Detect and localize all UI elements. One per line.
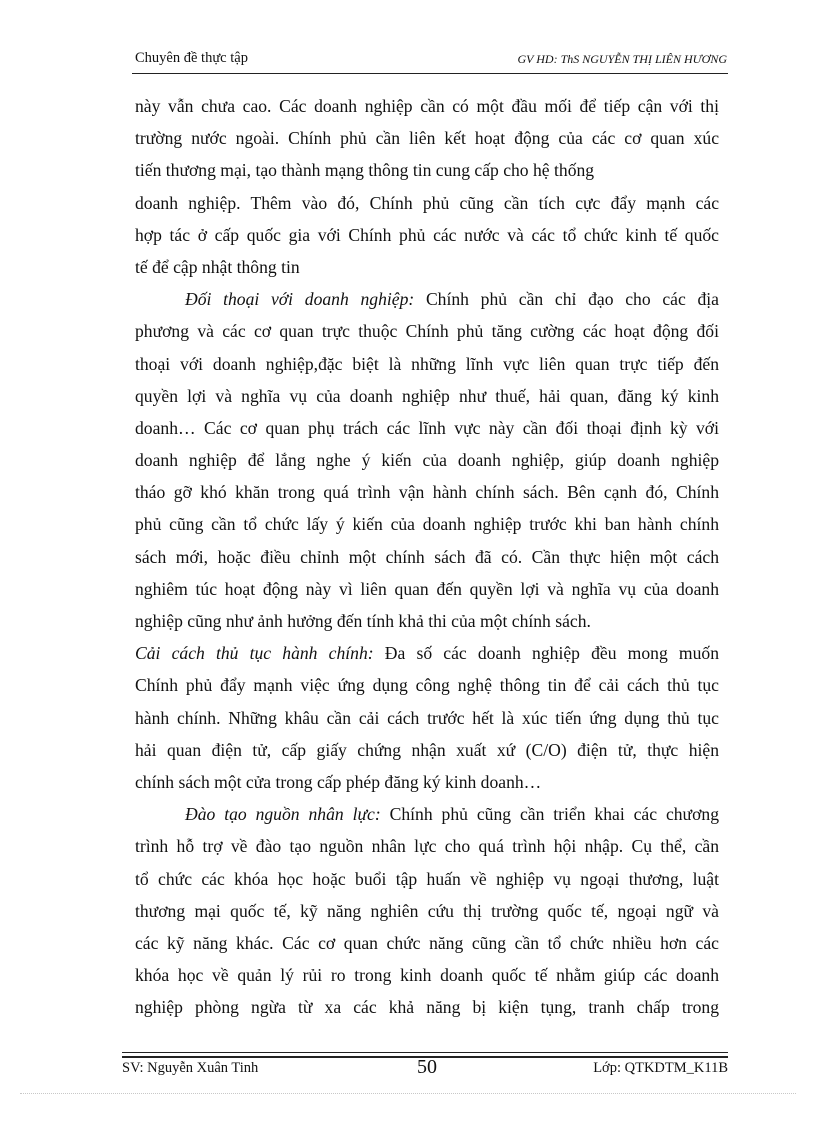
text-line: doanh… Các cơ quan phụ trách các lĩnh vực này cần đối thoại định kỳ với xyxy=(135,417,719,438)
text-line: khóa học về quản lý rủi ro trong kinh doanh quốc tế nhằm giúp các doanh xyxy=(135,965,719,986)
header-title: Chuyên đề thực tập xyxy=(135,50,248,66)
text-line: này vẫn chưa cao. Các doanh nghiệp cần có một đầu mối để tiếp cận với thị xyxy=(135,96,719,116)
text-line: thoại với doanh nghiệp,đặc biệt là những lĩnh vực liên quan trực tiếp đến xyxy=(135,353,719,374)
text-line: chính sách một cửa trong cấp phép đăng ký kinh doanh… xyxy=(135,771,542,792)
header-divider xyxy=(132,73,728,74)
text-line: hải quan điện tử, cấp giấy chứng nhận xuất xứ (C/O) điện tử, thực hiện xyxy=(135,739,719,760)
text-line: tổ chức các khóa học hoặc buổi tập huấn về nghiệp vụ ngoại thương, luật xyxy=(135,868,719,889)
text-line: tháo gỡ khó khăn trong quá trình vận hành chính sách. Bên cạnh đó, Chính xyxy=(135,482,719,503)
text-line: nghiệp phòng ngừa từ xa các khả năng bị kiện tụng, tranh chấp trong xyxy=(135,997,719,1018)
text-run: Chính phủ cũng cần triển khai các chương xyxy=(380,804,719,825)
text-line: quyền lợi và nghĩa vụ của doanh nghiệp như thuế, hải quan, đăng ký kinh xyxy=(135,385,719,406)
text-line: tiến thương mại, tạo thành mạng thông tin cung cấp cho hệ thống xyxy=(135,160,595,181)
page-edge-dots xyxy=(20,1093,796,1094)
text-run: Đa số các doanh nghiệp đều mong muốn xyxy=(373,643,719,664)
text-line: thương mại quốc tế, kỹ năng nghiên cứu thị trường quốc tế, ngoại ngữ và xyxy=(135,900,719,921)
section-heading-dialogue: Đối thoại với doanh nghiệp: xyxy=(185,289,415,310)
document-body xyxy=(135,90,719,1023)
section-heading-admin-reform: Cải cách thủ tục hành chính: xyxy=(135,643,374,664)
text-line: tế để cập nhật thông tin xyxy=(135,256,300,277)
paragraph-first-line xyxy=(135,283,719,315)
text-run: Chính phủ cần chỉ đạo cho các địa xyxy=(414,289,719,310)
text-line: phương và các cơ quan trực thuộc Chính phủ tăng cường các hoạt động đối xyxy=(135,321,719,342)
page-header xyxy=(135,50,727,72)
paragraph-first-line xyxy=(135,798,719,830)
page-footer xyxy=(122,1056,728,1084)
section-heading-training: Đào tạo nguồn nhân lực: xyxy=(185,804,381,825)
paragraph-first-line xyxy=(135,637,719,669)
header-instructor: GV HD: ThS NGUYỄN THỊ LIÊN HƯƠNG xyxy=(517,52,727,66)
text-line: nghiệp cũng như ảnh hưởng đến tính khả thi của một chính sách. xyxy=(135,611,591,631)
text-line: hành chính. Những khâu cần cải cách trước hết là xúc tiến ứng dụng thủ tục xyxy=(135,707,719,728)
footer-class: Lớp: QTKDTM_K11B xyxy=(593,1060,728,1076)
text-line: các kỹ năng khác. Các cơ quan chức năng cũng cần tổ chức nhiều hơn các xyxy=(135,932,719,953)
text-line: doanh nghiệp. Thêm vào đó, Chính phủ cũng cần tích cực đẩy mạnh các xyxy=(135,192,719,213)
text-line: Chính phủ đẩy mạnh việc ứng dụng công nghệ thông tin để cải cách thủ tục xyxy=(135,675,719,696)
text-line: trường nước ngoài. Chính phủ cần liên kết hoạt động của các cơ quan xúc xyxy=(135,128,719,149)
footer-divider xyxy=(122,1052,728,1053)
text-line: trình hỗ trợ về đào tạo nguồn nhân lực cho quá trình hội nhập. Cụ thể, cần xyxy=(135,836,719,857)
page-number: 50 xyxy=(417,1056,437,1078)
text-line: doanh nghiệp để lắng nghe ý kiến của doanh nghiệp, giúp doanh nghiệp xyxy=(135,450,719,471)
text-line: nghiêm túc hoạt động này vì liên quan đến quyền lợi và nghĩa vụ của doanh xyxy=(135,578,719,599)
text-line: hợp tác ở cấp quốc gia với Chính phủ các nước và các tổ chức kinh tế quốc xyxy=(135,224,719,245)
footer-student: SV: Nguyễn Xuân Tinh xyxy=(122,1060,259,1076)
text-line: phủ cũng cần tổ chức lấy ý kiến của doanh nghiệp trước khi ban hành chính xyxy=(135,514,719,535)
text-line: sách mới, hoặc điều chỉnh một chính sách đã có. Cần thực hiện một cách xyxy=(135,546,719,567)
